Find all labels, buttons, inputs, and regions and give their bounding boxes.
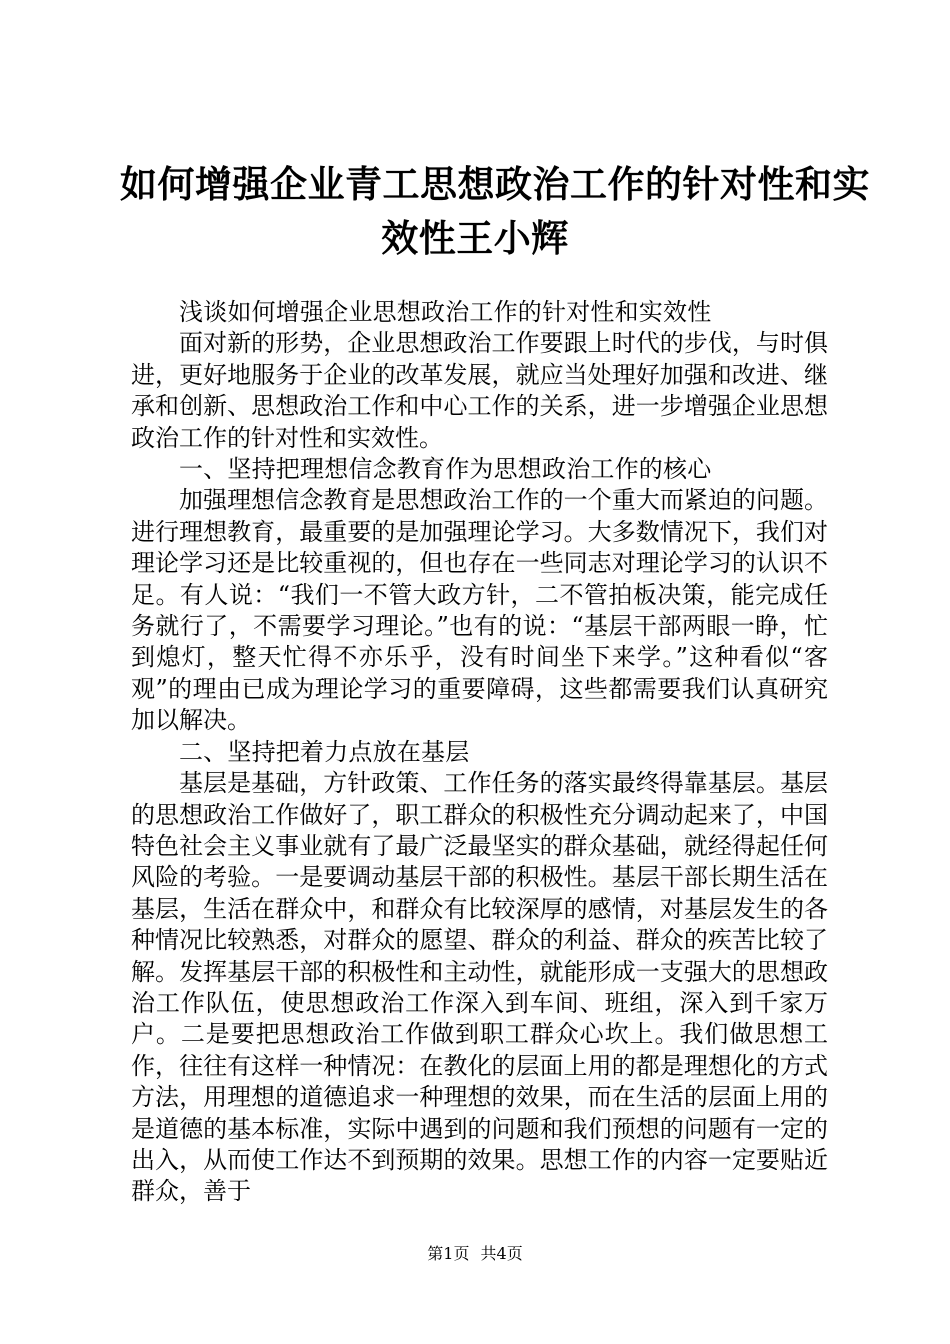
page-footer bbox=[0, 1244, 950, 1264]
section-heading-1: 一、坚持把理想信念教育作为思想政治工作的核心 bbox=[179, 455, 712, 484]
section-heading-2: 二、坚持把着力点放在基层 bbox=[179, 737, 470, 766]
intro-paragraph: 面对新的形势，企业思想政治工作要跟上时代的步伐，与时俱进，更好地服务于企业的改革发展，就应当处理好加强和改进、继承和创新、思想政治工作和中心工作的关系，进一步增强企业思想政治工作的针对性和实效性。 bbox=[131, 329, 828, 452]
title-line-2: 效性王小辉 bbox=[381, 217, 569, 260]
section-2-paragraph: 基层是基础，方针政策、工作任务的落实最终得靠基层。基层的思想政治工作做好了，职工群众的积极性充分调动起来了，中国特色社会主义事业就有了最广泛最坚实的群众基础，就经得起任何风险的考验。一是要调动基层干部的积极性。基层干部长期生活在基层，生活在群众中，和群众有比较深厚的感情，对基层发生的各种情况比较熟悉，对群众的愿望、群众的利益、群众的疾苦比较了解。发挥基层干部的积极性和主动性，就能形成一支强大的思想政治工作队伍，使思想政治工作深入到车间、班组，深入到千家万户。二是要把思想政治工作做到职工群众心坎上。我们做思想工作，往往有这样一种情况：在教化的层面上用的都是理想化的方式方法，用理想的道德追求一种理想的效果，而在生活的层面上用的是道德的基本标准，实际中遇到的问题和我们预想的问题有一定的出入，从而使工作达不到预期的效果。思想工作的内容一定要贴近群众，善于 bbox=[131, 769, 828, 1206]
title-line-1: 如何增强企业青工思想政治工作的针对性和实 bbox=[120, 163, 870, 206]
document-body bbox=[131, 297, 828, 1208]
page-total: 共4页 bbox=[480, 1244, 523, 1263]
subtitle-paragraph: 浅谈如何增强企业思想政治工作的针对性和实效性 bbox=[179, 298, 712, 326]
document-title bbox=[120, 158, 870, 266]
section-1-paragraph: 加强理想信念教育是思想政治工作的一个重大而紧迫的问题。进行理想教育，最重要的是加强理论学习。大多数情况下，我们对理论学习还是比较重视的，但也存在一些同志对理论学习的认识不足。有人说：“我们一不管大政方针，二不管拍板决策，能完成任务就行了，不需要学习理论。”也有的说：“基层干部两眼一睁，忙到熄灯，整天忙得不亦乐乎，没有时间坐下来学。”这种看似“客观”的理由已成为理论学习的重要障碍，这些都需要我们认真研究加以解决。 bbox=[131, 486, 828, 735]
page-number: 第1页 bbox=[427, 1244, 470, 1263]
